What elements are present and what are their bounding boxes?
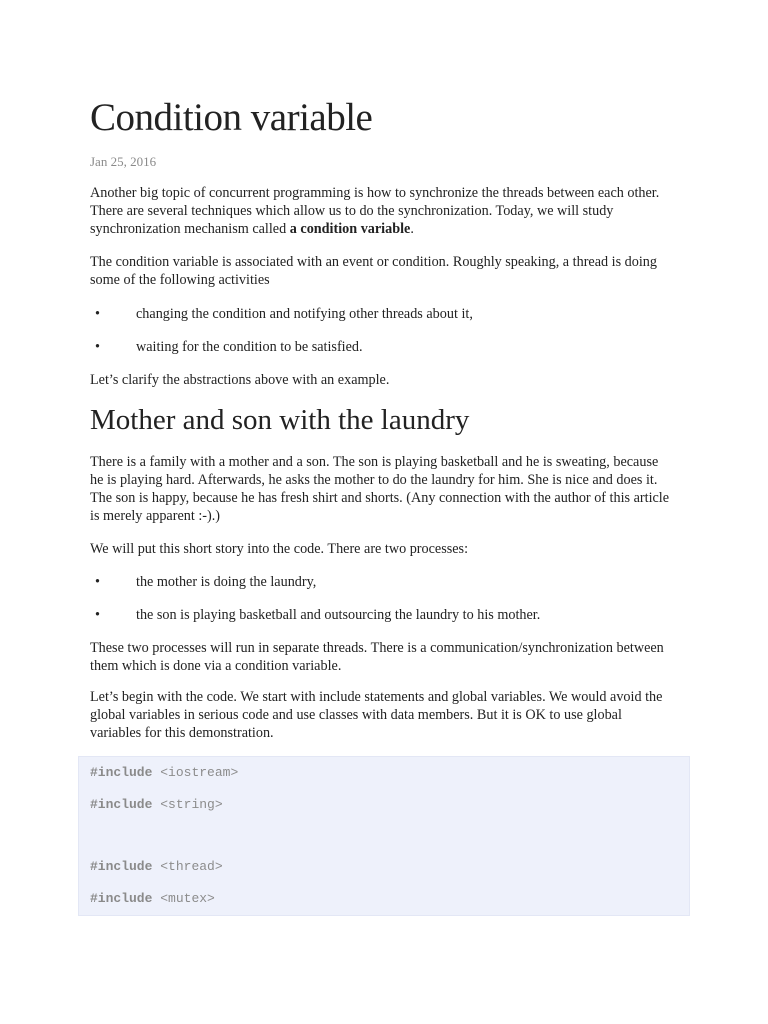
association-paragraph: The condition variable is associated with an event or condition. Roughly speaking, a thread is doing some of the following activities (90, 254, 657, 288)
code-keyword: #include (90, 765, 153, 780)
code-header: <string> (160, 797, 223, 812)
list-item-text: the son is playing basketball and outsourcing the laundry to his mother. (136, 607, 541, 623)
intro-paragraph (90, 184, 675, 238)
code-header: <iostream> (160, 765, 239, 780)
code-line (90, 891, 215, 906)
code-header: <thread> (160, 859, 223, 874)
code-line (90, 765, 238, 780)
code-block (78, 756, 690, 916)
section-title: Mother and son with the laundry (90, 404, 470, 436)
threads-paragraph: These two processes will run in separate threads. There is a communication/synchronization between them which is done via a condition variable. (90, 640, 664, 674)
begin-paragraph: Let’s begin with the code. We start with include statements and global variables. We would avoid the global variables in serious code and use classes with data members. But it is OK to use global variables for this demonstration. (90, 689, 663, 741)
clarify-paragraph: Let’s clarify the abstractions above with an example. (90, 372, 390, 388)
page-title: Condition variable (90, 96, 373, 139)
list-item-text: changing the condition and notifying other threads about it, (136, 306, 473, 322)
story-paragraph: There is a family with a mother and a son. The son is playing basketball and he is sweating, because he is playing hard. Afterwards, he asks the mother to do the laundry for him. She is nice and does it. The son is happy, because he has fresh shirt and shorts. (Any connection with the author of this article is merely apparent :-).) (90, 454, 670, 524)
bullet-icon: • (95, 339, 100, 355)
list-item-text: waiting for the condition to be satisfied. (136, 339, 363, 355)
bullet-icon: • (95, 574, 100, 590)
code-keyword: #include (90, 797, 153, 812)
code-keyword: #include (90, 891, 153, 906)
intro-end: . (410, 221, 414, 237)
list-item-text: the mother is doing the laundry, (136, 574, 317, 590)
intro-text: Another big topic of concurrent programming is how to synchronize the threads between each other. There are several techniques which allow us to do the synchronization. Today, we will study synchronization mechanism called (90, 185, 660, 237)
code-header: <mutex> (160, 891, 215, 906)
intro-bold-term: a condition variable (289, 221, 411, 237)
processes-intro-paragraph: We will put this short story into the code. There are two processes: (90, 541, 469, 557)
post-date: Jan 25, 2016 (90, 154, 157, 169)
bullet-icon: • (95, 607, 100, 623)
code-line (90, 859, 223, 874)
code-line (90, 797, 223, 812)
code-keyword: #include (90, 859, 153, 874)
bullet-icon: • (95, 306, 100, 322)
